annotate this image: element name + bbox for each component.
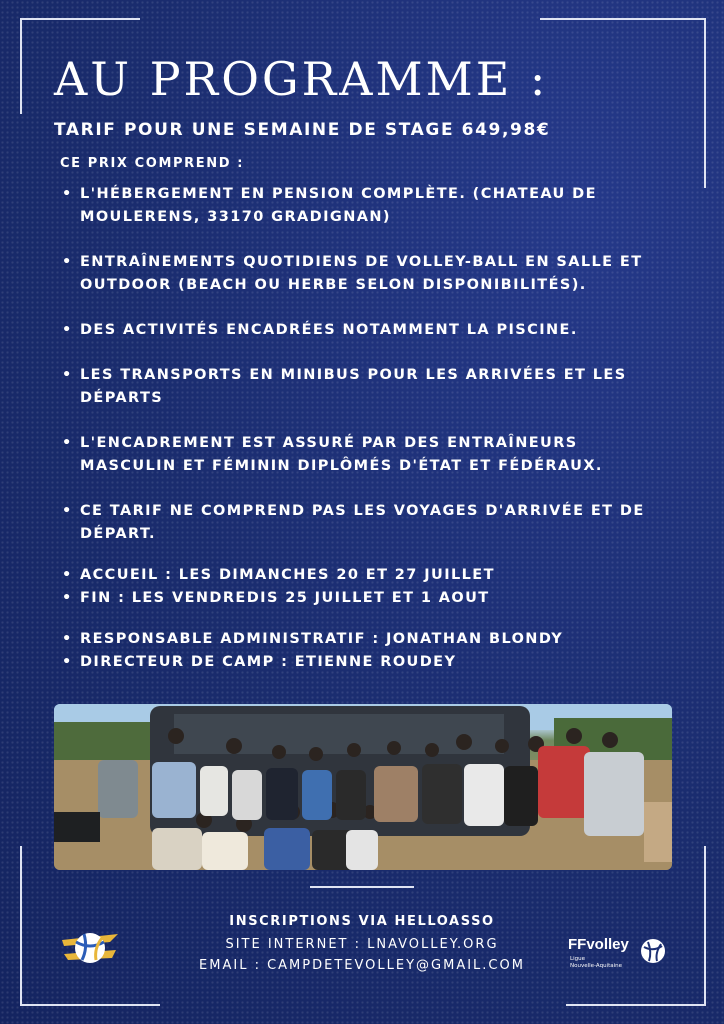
bullet: • <box>62 590 73 606</box>
website-link[interactable]: SITE INTERNET : LNAVOLLEY.ORG <box>225 937 499 952</box>
item-text: L'HÉBERGEMENT EN PENSION COMPLÈTE. (CHATEAU DE MOULERENS, 33170 GRADIGNAN) <box>80 186 597 225</box>
email-link[interactable]: EMAIL : CAMPDETEVOLLEY@GMAIL.COM <box>199 958 525 973</box>
bullet: • <box>62 322 73 338</box>
bullet: • <box>62 435 73 451</box>
bullet: • <box>62 367 73 383</box>
bullet: • <box>62 254 73 270</box>
ffvolley-sub-line2: Nouvelle-Aquitaine <box>570 962 623 969</box>
date-text: ACCUEIL : LES DIMANCHES 20 ET 27 JUILLET <box>80 567 495 583</box>
includes-label: CE PRIX COMPREND : <box>60 156 245 171</box>
staff-item <box>62 628 672 651</box>
frame-bottom-left-line <box>20 1004 160 1006</box>
date-text: FIN : LES VENDREDIS 25 JUILLET ET 1 AOUT <box>80 590 490 606</box>
group-photo-illustration <box>54 704 672 870</box>
bullet: • <box>62 503 73 519</box>
staff-item <box>62 651 672 674</box>
ffvolley-sub-line1: Ligue <box>570 956 585 962</box>
page-title: AU PROGRAMME : <box>54 52 549 106</box>
date-item <box>62 587 672 610</box>
list-item <box>62 183 672 229</box>
frame-top-left-line <box>20 18 140 20</box>
item-text: L'ENCADREMENT EST ASSURÉ PAR DES ENTRAÎNEURS MASCULIN ET FÉMININ DIPLÔMÉS D'ÉTAT ET FÉDÉRAUX. <box>80 435 603 474</box>
item-text: LES TRANSPORTS EN MINIBUS POUR LES ARRIVÉES ET LES DÉPARTS <box>80 367 627 406</box>
frame-right-top-line <box>704 18 706 188</box>
ffvolley-logo <box>568 936 672 976</box>
list-item <box>62 319 672 342</box>
staff-text: DIRECTEUR DE CAMP : ETIENNE ROUDEY <box>80 654 457 670</box>
camp-volley-logo <box>60 920 120 976</box>
item-text: CE TARIF NE COMPREND PAS LES VOYAGES D'ARRIVÉE ET DE DÉPART. <box>80 503 645 542</box>
tarif-line: TARIF POUR UNE SEMAINE DE STAGE 649,98€ <box>54 120 551 140</box>
frame-left-top-line <box>20 18 22 114</box>
list-item <box>62 432 672 478</box>
list-item <box>62 364 672 410</box>
frame-bottom-right-line <box>566 1004 706 1006</box>
bullet: • <box>62 631 73 647</box>
group-photo <box>54 704 672 870</box>
item-text: DES ACTIVITÉS ENCADRÉES NOTAMMENT LA PISCINE. <box>80 322 578 338</box>
volleyball-icon <box>640 938 666 964</box>
frame-top-right-line <box>540 18 706 20</box>
list-item <box>62 500 672 546</box>
footer-divider <box>310 886 414 888</box>
bullet: • <box>62 654 73 670</box>
ffvolley-logo-subtitle <box>570 956 622 969</box>
program-list <box>62 183 672 674</box>
volleyball-logo-icon <box>60 920 120 976</box>
date-item <box>62 564 672 587</box>
item-text: ENTRAÎNEMENTS QUOTIDIENS DE VOLLEY-BALL EN SALLE ET OUTDOOR (BEACH OU HERBE SELON DISPONIBILITÉS). <box>80 254 643 293</box>
ffvolley-logo-name: FFvolley <box>568 936 629 953</box>
inscriptions-link[interactable]: INSCRIPTIONS VIA HELLOASSO <box>229 914 495 929</box>
list-item <box>62 251 672 297</box>
bullet: • <box>62 567 73 583</box>
staff-text: RESPONSABLE ADMINISTRATIF : JONATHAN BLONDY <box>80 631 564 647</box>
bullet: • <box>62 186 73 202</box>
